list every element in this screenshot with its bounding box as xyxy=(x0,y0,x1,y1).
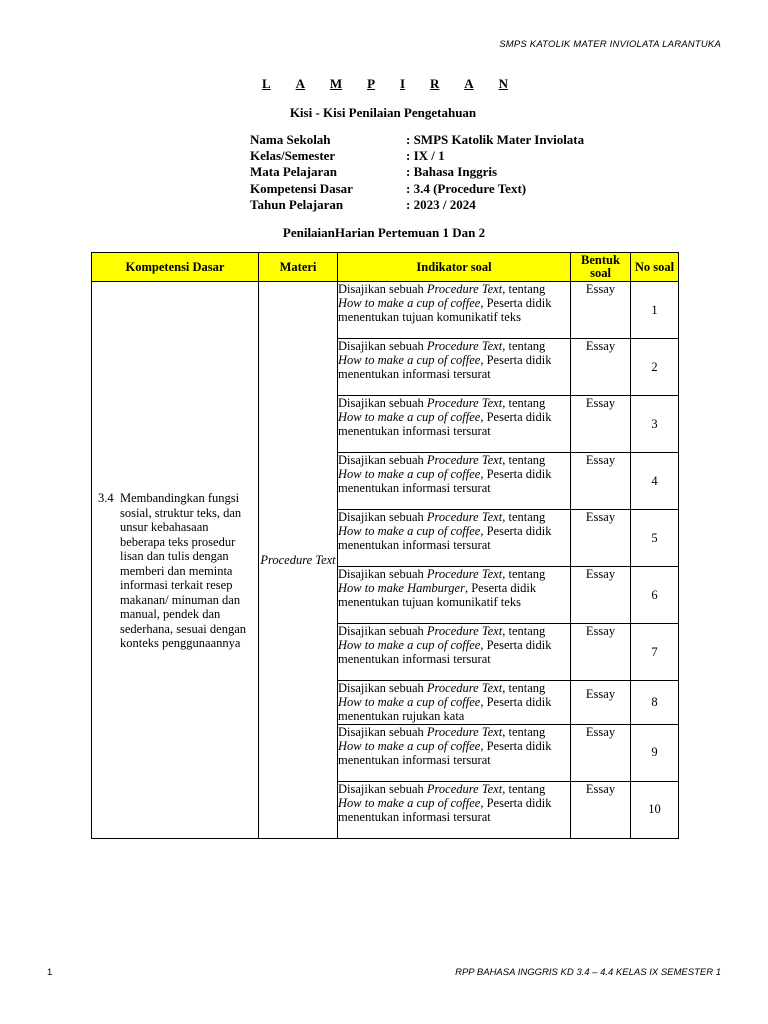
info-label: Kompetensi Dasar xyxy=(250,180,353,196)
info-row xyxy=(250,164,584,180)
bentuk-soal-cell: Essay xyxy=(571,624,631,681)
title-letter: A xyxy=(295,76,305,91)
bentuk-soal-cell: Essay xyxy=(571,567,631,624)
page-title xyxy=(262,76,508,92)
header-no-soal: No soal xyxy=(631,253,679,282)
info-label: Tahun Pelajaran xyxy=(250,196,344,212)
indikator-cell: Disajikan sebuah Procedure Text, tentang How to make a cup of coffee, Peserta didik menentukan informasi tersurat xyxy=(338,724,571,781)
info-label: Nama Sekolah xyxy=(250,132,331,147)
info-value: : IX / 1 xyxy=(406,148,445,164)
info-row xyxy=(250,132,584,148)
bentuk-soal-cell: Essay xyxy=(571,681,631,725)
info-value: : 2023 / 2024 xyxy=(406,196,476,212)
indikator-cell: Disajikan sebuah Procedure Text, tentang How to make a cup of coffee, Peserta didik menentukan informasi tersurat xyxy=(338,453,571,510)
header-materi: Materi xyxy=(259,253,338,282)
title-letter: P xyxy=(367,76,376,91)
bentuk-soal-cell: Essay xyxy=(571,339,631,396)
assessment-heading: PenilaianHarian Pertemuan 1 Dan 2 xyxy=(282,225,486,240)
kd-number: 3.4 xyxy=(98,491,114,506)
indikator-cell: Disajikan sebuah Procedure Text, tentang How to make a cup of coffee, Peserta didik menentukan informasi tersurat xyxy=(338,396,571,453)
page-number: 1 xyxy=(47,967,53,978)
bentuk-soal-cell: Essay xyxy=(571,396,631,453)
running-header: SMPS KATOLIK MATER INVIOLATA LARANTUKA xyxy=(499,39,721,50)
indikator-cell: Disajikan sebuah Procedure Text, tentang How to make a cup of coffee, Peserta didik menentukan informasi tersurat xyxy=(338,339,571,396)
title-letter: M xyxy=(329,76,343,91)
indikator-cell: Disajikan sebuah Procedure Text, tentang How to make a cup of coffee, Peserta didik menentukan informasi tersurat xyxy=(338,510,571,567)
running-footer: RPP BAHASA INGGRIS KD 3.4 – 4.4 KELAS IX SEMESTER 1 xyxy=(455,967,721,978)
header-kompetensi-dasar: Kompetensi Dasar xyxy=(92,253,259,282)
no-soal-cell: 1 xyxy=(631,282,679,339)
no-soal-cell: 6 xyxy=(631,567,679,624)
no-soal-cell: 3 xyxy=(631,396,679,453)
title-letter: I xyxy=(399,76,406,91)
title-letter: N xyxy=(498,76,508,91)
no-soal-cell: 4 xyxy=(631,453,679,510)
no-soal-cell: 7 xyxy=(631,624,679,681)
info-value: : 3.4 (Procedure Text) xyxy=(406,180,527,196)
table-row xyxy=(92,282,679,339)
info-label: Kelas/Semester xyxy=(250,148,336,164)
kd-description: Membandingkan fungsi sosial, struktur teks, dan unsur kebahasaan beberapa teks prosedur lisan dan tulis dengan memberi dan meminta informasi terkait resep makanan/ minuman dan manual, pendek dan sederhana, sesuai dengan konteks penggunaannya xyxy=(120,491,246,651)
no-soal-cell: 2 xyxy=(631,339,679,396)
info-row xyxy=(250,197,584,213)
kompetensi-dasar-cell xyxy=(92,282,259,839)
indikator-cell: Disajikan sebuah Procedure Text, tentang How to make a cup of coffee, Peserta didik menentukan informasi tersurat xyxy=(338,624,571,681)
no-soal-cell: 10 xyxy=(631,781,679,838)
bentuk-soal-cell: Essay xyxy=(571,282,631,339)
indikator-cell: Disajikan sebuah Procedure Text, tentang How to make a cup of coffee, Peserta didik menentukan rujukan kata xyxy=(338,681,571,725)
header-bentuk-soal: Bentuk soal xyxy=(571,253,631,282)
info-value: : Bahasa Inggris xyxy=(406,164,498,180)
header-indikator-soal: Indikator soal xyxy=(338,253,571,282)
materi-cell: Procedure Text xyxy=(259,282,338,839)
bentuk-soal-cell: Essay xyxy=(571,724,631,781)
table-header-row xyxy=(92,253,679,282)
info-row xyxy=(250,148,584,164)
no-soal-cell: 8 xyxy=(631,681,679,725)
no-soal-cell: 9 xyxy=(631,724,679,781)
subtitle: Kisi - Kisi Penilaian Pengetahuan xyxy=(289,105,477,120)
bentuk-soal-cell: Essay xyxy=(571,510,631,567)
info-value: : SMPS Katolik Mater Inviolata xyxy=(406,132,585,147)
indikator-cell: Disajikan sebuah Procedure Text, tentang How to make a cup of coffee, Peserta didik menentukan tujuan komunikatif teks xyxy=(338,282,571,339)
title-letter: R xyxy=(429,76,440,91)
info-row xyxy=(250,181,584,197)
bentuk-soal-cell: Essay xyxy=(571,781,631,838)
kisi-table xyxy=(91,252,679,839)
bentuk-soal-cell: Essay xyxy=(571,453,631,510)
title-letter: L xyxy=(262,76,271,91)
indikator-cell: Disajikan sebuah Procedure Text, tentang How to make a cup of coffee, Peserta didik menentukan informasi tersurat xyxy=(338,781,571,838)
title-letter: A xyxy=(464,76,474,91)
indikator-cell: Disajikan sebuah Procedure Text, tentang How to make Hamburger, Peserta didik menentukan tujuan komunikatif teks xyxy=(338,567,571,624)
school-info xyxy=(250,132,584,213)
info-label: Mata Pelajaran xyxy=(250,164,338,180)
no-soal-cell: 5 xyxy=(631,510,679,567)
